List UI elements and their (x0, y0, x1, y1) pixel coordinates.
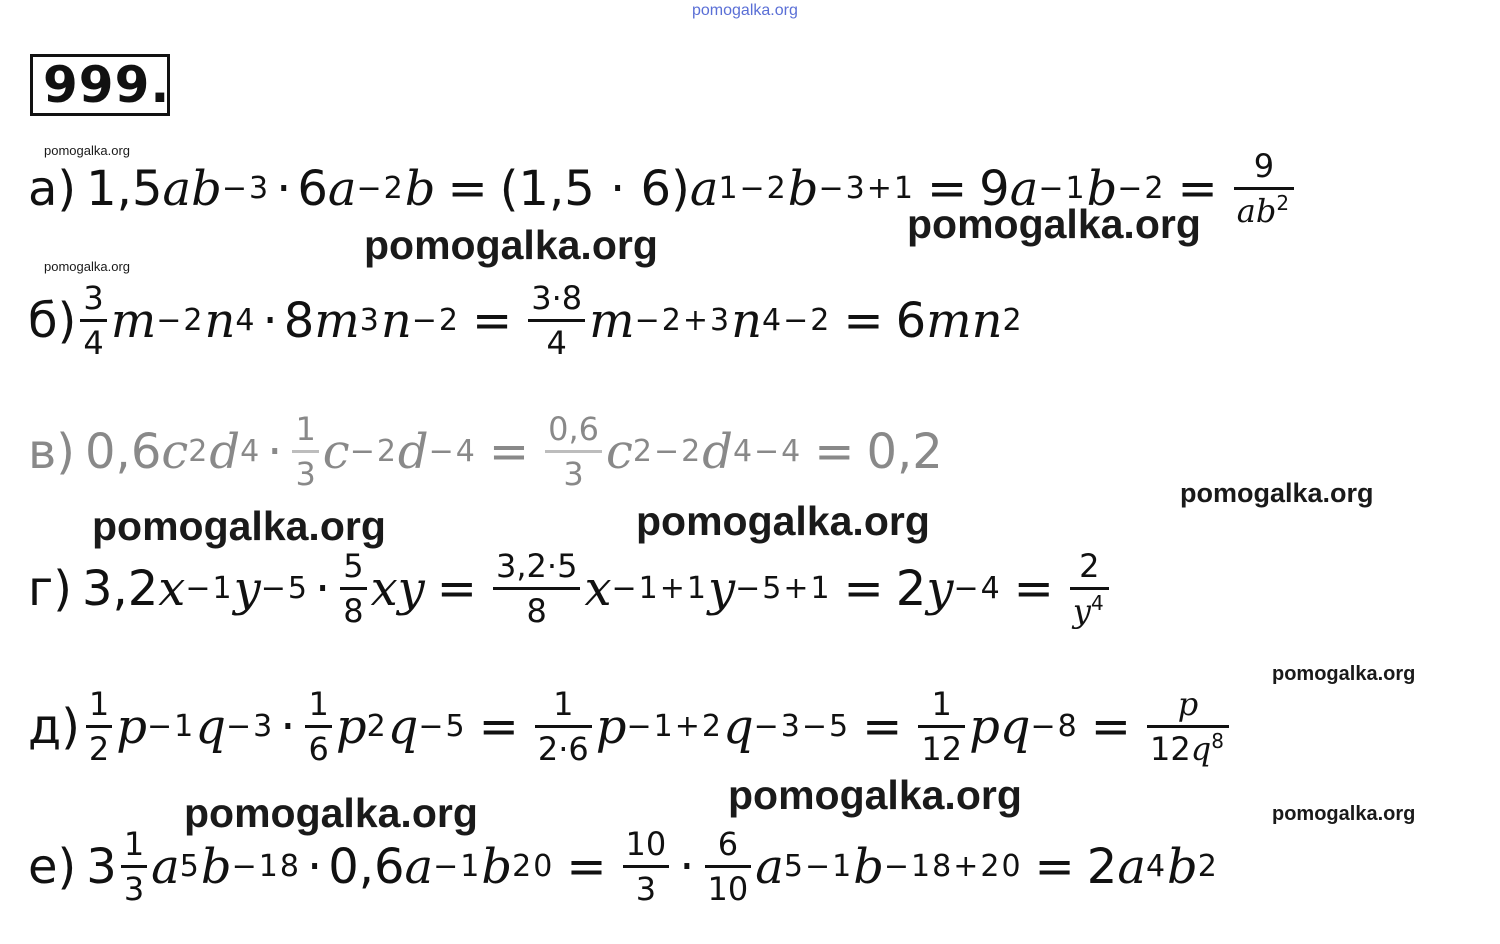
fraction (1070, 547, 1109, 630)
fraction-numerator: 1 (123, 825, 145, 863)
item-label: в) (28, 423, 76, 480)
variable: a (151, 838, 180, 895)
fraction-denominator: 2·6 (537, 730, 589, 768)
fraction (705, 825, 752, 908)
coefficient: 0,6 (85, 423, 162, 480)
coefficient: 2 (1086, 838, 1118, 895)
variable: p (335, 698, 367, 755)
equals-sign: = (566, 838, 607, 895)
coefficient: 2 (895, 560, 927, 617)
variable: y (926, 560, 954, 617)
fraction-numerator: 1 (553, 685, 574, 723)
fraction (340, 547, 366, 630)
variable: q (1190, 730, 1212, 768)
fraction-bar (1234, 187, 1294, 190)
variable: p (1177, 685, 1199, 723)
variable: b (1167, 838, 1198, 895)
watermark-small: pomogalka.org (44, 143, 130, 158)
variable: p (969, 698, 1000, 755)
equation-line-a: а) 1,5 a b −3 · 6 a −2 b = (1,5 · 6) a 1−2 b −3+1 = 9 a −1 b −2 = $\frac{9}{ab^2}$ (28, 150, 1298, 227)
fraction-denominator (1234, 191, 1294, 230)
variable: y (397, 560, 425, 617)
variable: p (116, 698, 148, 755)
equals-sign: = (1090, 698, 1131, 755)
fraction-bar (528, 319, 585, 322)
fraction-denominator (1070, 591, 1109, 630)
watermark-medium: pomogalka.org (1272, 663, 1416, 685)
multiply-sign: · (276, 160, 292, 217)
variable: n (380, 292, 412, 349)
fraction (121, 825, 147, 908)
variable: a (1117, 838, 1146, 895)
fraction (493, 547, 580, 630)
result: 0,2 (866, 423, 943, 480)
variable: m (926, 292, 972, 349)
fraction-denominator: 8 (526, 592, 547, 630)
variable: y (1072, 592, 1091, 630)
multiply-sign: · (306, 838, 323, 895)
variable: n (731, 292, 763, 349)
equals-sign: = (862, 698, 903, 755)
fraction-denominator: 4 (83, 324, 104, 362)
variable: d (397, 423, 429, 480)
equals-sign: = (436, 560, 478, 617)
variable: n (204, 292, 236, 349)
fraction-bar (918, 725, 965, 728)
coefficient: 3,2 (81, 560, 159, 617)
item-label: б) (28, 292, 77, 349)
watermark-large: pomogalka.org (728, 772, 1022, 818)
fraction (1234, 147, 1294, 230)
fraction-denominator: 3 (563, 455, 584, 493)
fraction-numerator: 3,2·5 (496, 547, 578, 585)
fraction-bar (1147, 725, 1229, 728)
fraction-bar (305, 725, 331, 728)
fraction-numerator: 1 (88, 685, 110, 723)
fraction (535, 685, 592, 768)
variable: b (404, 160, 436, 217)
variable: p (595, 698, 627, 755)
variable: q (722, 698, 754, 755)
variable: y (707, 560, 736, 617)
item-label: е) (28, 838, 77, 895)
fraction-numerator: 1 (931, 685, 952, 723)
fraction-numerator: 5 (343, 547, 364, 585)
fraction (545, 410, 602, 493)
fraction-denominator: 3 (295, 455, 316, 493)
variable: a (689, 160, 719, 217)
fraction-denominator: 8 (343, 592, 364, 630)
fraction-numerator: 3·8 (531, 279, 583, 317)
equals-sign: = (472, 292, 513, 349)
fraction-bar (545, 450, 602, 453)
watermark-top: pomogalka.org (692, 2, 798, 19)
fraction-numerator: 10 (625, 825, 667, 863)
variable: q (387, 698, 419, 755)
fraction-denominator: 6 (308, 730, 329, 768)
equals-sign: = (814, 423, 855, 480)
equation-line-b: б) $\frac{3}{4}$ m −2 n 4 · 8 m 3 n −2 = $\frac{3\cdot 8}{4}$ m −2+3 n 4−2 = 6 m n 2 (28, 279, 1024, 362)
watermark-medium: pomogalka.org (1272, 803, 1416, 825)
fraction-numerator: 2 (1079, 547, 1100, 585)
fraction-bar (535, 725, 592, 728)
fraction (86, 685, 112, 768)
variable: b (481, 838, 513, 895)
variable: a (755, 838, 784, 895)
equals-sign: = (447, 160, 488, 217)
variable: x (158, 560, 186, 617)
variable: a (404, 838, 434, 895)
variable: q (999, 698, 1031, 755)
variable: c (161, 423, 189, 480)
exponent: 8 (1211, 729, 1226, 753)
fraction-bar (292, 450, 318, 453)
watermark-large: pomogalka.org (184, 790, 478, 836)
variable: b (787, 160, 819, 217)
coefficient: 6 (297, 160, 328, 217)
multiply-sign: · (267, 423, 283, 480)
watermark-large: pomogalka.org (92, 503, 386, 549)
fraction-denominator: 12 (921, 730, 963, 768)
coefficient: 0,6 (328, 838, 405, 895)
watermark-large: pomogalka.org (907, 201, 1201, 247)
coefficient: (1,5 · 6) (499, 160, 690, 217)
coefficient: 12 (1149, 730, 1191, 768)
item-label: а) (28, 160, 77, 217)
fraction-denominator: 3 (635, 870, 657, 908)
fraction (80, 279, 106, 362)
fraction-numerator (1175, 685, 1201, 723)
multiply-sign: · (314, 560, 331, 617)
mixed-number-whole: 3 (86, 838, 117, 895)
item-label: г) (28, 560, 72, 617)
fraction-numerator: 1 (308, 685, 329, 723)
equals-sign: = (926, 160, 968, 217)
variable: y (233, 560, 261, 617)
multiply-sign: · (262, 292, 278, 349)
fraction-denominator: 4 (546, 324, 567, 362)
fraction (292, 410, 318, 493)
fraction (623, 825, 670, 908)
equation-line-e: д) $\frac{1}{2}$ p −1 q −3 · $\frac{1}{6}$ p 2 q −5 = $\frac{1}{2\cdot 6}$ p −1+2 q −3−5 = $\frac{1}{12}$ p q −8 = $\frac{p}{12q^8}$ (28, 688, 1233, 765)
variable: a (162, 160, 192, 217)
variable: m (314, 292, 360, 349)
equals-sign: = (843, 292, 884, 349)
variable: x (370, 560, 398, 617)
watermark-small: pomogalka.org (44, 259, 130, 274)
coefficient: 1,5 (86, 160, 163, 217)
fraction-bar (623, 865, 670, 868)
exponent: 4 (1090, 591, 1106, 615)
variable: b (1255, 192, 1277, 230)
fraction-bar (121, 865, 147, 868)
fraction-bar (1070, 587, 1109, 590)
variable: q (195, 698, 226, 755)
variable: d (702, 423, 733, 480)
fraction-bar (86, 725, 112, 728)
coefficient: 6 (895, 292, 927, 349)
equals-sign: = (1034, 838, 1075, 895)
variable: b (200, 838, 232, 895)
fraction-numerator: 0,6 (548, 410, 599, 448)
fraction (528, 279, 585, 362)
problem-number: 999. (30, 54, 170, 116)
fraction-bar (80, 319, 106, 322)
variable: a (327, 160, 357, 217)
variable: c (322, 423, 350, 480)
variable: x (584, 560, 612, 617)
multiply-sign: · (280, 698, 296, 755)
equation-line-d: г) 3,2 x −1 y −5 · $\frac{5}{8}$ x y = $\frac{3,2\cdot 5}{8}$ x −1+1 y −5+1 = 2 y −4 = $\frac{2}{y^4}$ (28, 550, 1113, 627)
equation-line-f: е) 3 $\frac{1}{3}$ a 5 b −18 · 0,6 a −1 b 20 = $\frac{10}{3}$ · $\frac{6}{10}$ a 5−1 b −18+20 = 2 a 4 b 2 (28, 825, 1219, 908)
equals-sign: = (1177, 160, 1218, 217)
watermark-large: pomogalka.org (364, 222, 658, 268)
variable: d (209, 423, 241, 480)
equation-line-c: в) 0,6 c 2 d 4 · $\frac{1}{3}$ c −2 d −4 = $\frac{0,6}{3}$ c 2−2 d 4−4 = 0,2 (28, 410, 943, 493)
variable: c (606, 423, 633, 480)
fraction-numerator: 9 (1253, 147, 1275, 185)
fraction-numerator: 1 (295, 410, 316, 448)
variable: a (1236, 192, 1256, 230)
fraction-numerator: 6 (717, 825, 739, 863)
item-label: д) (28, 698, 80, 755)
watermark-medium: pomogalka.org (1180, 478, 1374, 508)
fraction-denominator (1147, 729, 1229, 768)
variable: b (191, 160, 222, 217)
equals-sign: = (1013, 560, 1054, 617)
equals-sign: = (843, 560, 884, 617)
variable: n (971, 292, 1003, 349)
exponent: 2 (1276, 191, 1292, 215)
fraction-denominator: 3 (123, 870, 145, 908)
fraction (918, 685, 965, 768)
fraction-denominator: 10 (707, 870, 749, 908)
coefficient: 8 (283, 292, 315, 349)
equals-sign: = (488, 423, 530, 480)
fraction-bar (705, 865, 752, 868)
watermark-large: pomogalka.org (636, 498, 930, 544)
variable: b (1086, 160, 1118, 217)
fraction-denominator: 2 (88, 730, 110, 768)
variable: b (853, 838, 884, 895)
equals-sign: = (478, 698, 519, 755)
coefficient: 9 (979, 160, 1010, 217)
fraction-bar (340, 587, 366, 590)
variable: a (1009, 160, 1039, 217)
variable: m (589, 292, 635, 349)
fraction-numerator: 3 (83, 279, 104, 317)
variable: m (110, 292, 157, 349)
fraction-bar (493, 587, 580, 590)
multiply-sign: · (679, 838, 695, 895)
fraction (305, 685, 331, 768)
fraction (1147, 685, 1229, 768)
